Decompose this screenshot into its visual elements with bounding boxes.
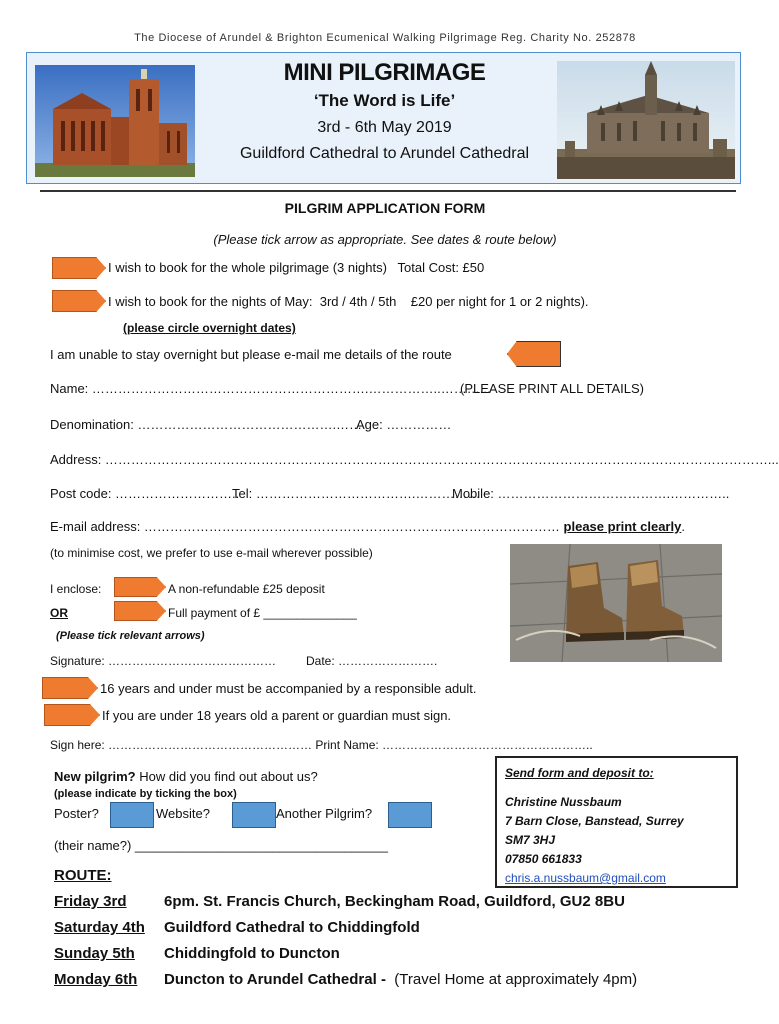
walking-boots-image [510,544,722,662]
or-label: OR [50,606,68,620]
route-list [54,893,754,997]
website-label: Website? [156,806,210,821]
print-details-note: (PLEASE PRINT ALL DETAILS) [460,381,644,396]
poster-checkbox[interactable] [110,802,154,828]
route-extra: (Travel Home at approximately 4pm) [385,971,638,988]
banner-route: Guildford Cathedral to Arundel Cathedral [239,145,530,162]
contact-address: 7 Barn Close, Banstead, Surrey [505,814,684,828]
sign-here-field[interactable]: Sign here: …………………………………………… Print Name: …………………………………………….. [50,738,593,752]
tick-box-note: (please indicate by ticking the box) [54,788,237,800]
route-desc: Chiddingfold to Duncton [164,945,340,962]
route-desc: Guildford Cathedral to Chiddingfold [164,919,420,936]
route-day: Friday 3rd [54,893,127,910]
poster-label: Poster? [54,806,99,821]
charity-line: The Diocese of Arundel & Brighton Ecumenical Walking Pilgrimage Reg. Charity No. 252878 [134,32,636,44]
email-period: . [681,519,685,534]
route-day: Sunday 5th [54,945,135,962]
form-instruction: (Please tick arrow as appropriate. See dates & route below) [213,232,557,247]
deposit-label: A non-refundable £25 deposit [168,582,325,596]
under-18-label: If you are under 18 years old a parent or guardian must sign. [102,708,452,723]
route-row [54,945,754,971]
under-16-label: 16 years and under must be accompanied by a responsible adult. [100,681,477,696]
email-preference-note: (to minimise cost, we prefer to use e-mail wherever possible) [50,546,373,560]
their-name-field[interactable]: (their name?) ___________________________________ [54,838,388,853]
whole-pilgrimage-arrow[interactable] [52,257,106,279]
address-field[interactable]: Address: ………………………………………………………………………………………………………………………………………... [50,452,779,467]
under-18-arrow[interactable] [44,704,100,726]
contact-phone: 07850 661833 [505,852,582,866]
date-field[interactable]: Date: ……………………. [306,654,438,668]
tel-field[interactable]: Tel: ……………………………….…………… [232,486,481,501]
route-desc-wrap [164,971,637,988]
route-heading: ROUTE: [54,867,112,884]
website-checkbox[interactable] [232,802,276,828]
new-pilgrim-rest: How did you find out about us? [135,769,318,784]
header-divider [40,190,736,192]
unable-stay-arrow[interactable] [507,341,561,367]
print-clearly-note: please print clearly [563,519,682,534]
denomination-field[interactable]: Denomination: ……………………………………….…… [50,417,363,432]
route-row [54,971,754,997]
contact-email-link[interactable]: chris.a.nussbaum@gmail.com [505,871,666,885]
banner-dates: 3rd - 6th May 2019 [317,119,452,136]
contact-name: Christine Nussbaum [505,795,622,809]
circle-dates-note: (please circle overnight dates) [123,321,296,335]
postcode-field[interactable]: Post code: ……………………….. [50,486,240,501]
nights-label: I wish to book for the nights of May: 3rd / 4th / 5th £20 per night for 1 or 2 nights). [108,294,589,309]
route-row [54,919,754,945]
route-day: Monday 6th [54,971,138,988]
banner-subtitle: ‘The Word is Life’ [313,91,456,110]
route-row [54,893,754,919]
tick-relevant-note: (Please tick relevant arrows) [56,630,205,642]
unable-stay-label: I am unable to stay overnight but please e-mail me details of the route [50,347,452,362]
contact-postcode: SM7 3HJ [505,833,556,847]
new-pilgrim-question [54,769,318,784]
under-16-arrow[interactable] [42,677,98,699]
full-payment-field[interactable]: Full payment of £ ______________ [168,606,357,620]
nights-arrow[interactable] [52,290,106,312]
age-field[interactable]: Age: …………… [356,417,452,432]
name-field[interactable]: Name: ……………………………………………………….……………..………... [50,381,491,396]
signature-field[interactable]: Signature: …………………………………… [50,654,277,668]
full-payment-arrow[interactable] [114,601,166,621]
route-day: Saturday 4th [54,919,145,936]
form-heading: PILGRIM APPLICATION FORM [284,200,486,216]
route-desc: Duncton to Arundel Cathedral - [164,971,386,988]
email-label: E-mail address: …………………………………………………………………………………… [50,519,560,534]
banner [26,52,741,184]
another-pilgrim-label: Another Pilgrim? [276,806,373,821]
contact-box [495,756,738,888]
contact-heading: Send form and deposit to: [505,766,654,780]
enclose-label: I enclose: [50,582,102,596]
whole-pilgrimage-label: I wish to book for the whole pilgrimage (3 nights) Total Cost: £50 [108,260,485,275]
email-field[interactable] [50,519,685,534]
route-desc: 6pm. St. Francis Church, Beckingham Road, Guildford, GU2 8BU [164,893,625,910]
arundel-cathedral-image [557,61,735,179]
banner-title: MINI PILGRIMAGE [283,59,486,86]
another-pilgrim-checkbox[interactable] [388,802,432,828]
deposit-arrow[interactable] [114,577,166,597]
mobile-field[interactable]: Mobile: ………………………………….………….. [452,486,730,501]
new-pilgrim-bold: New pilgrim? [54,769,136,784]
